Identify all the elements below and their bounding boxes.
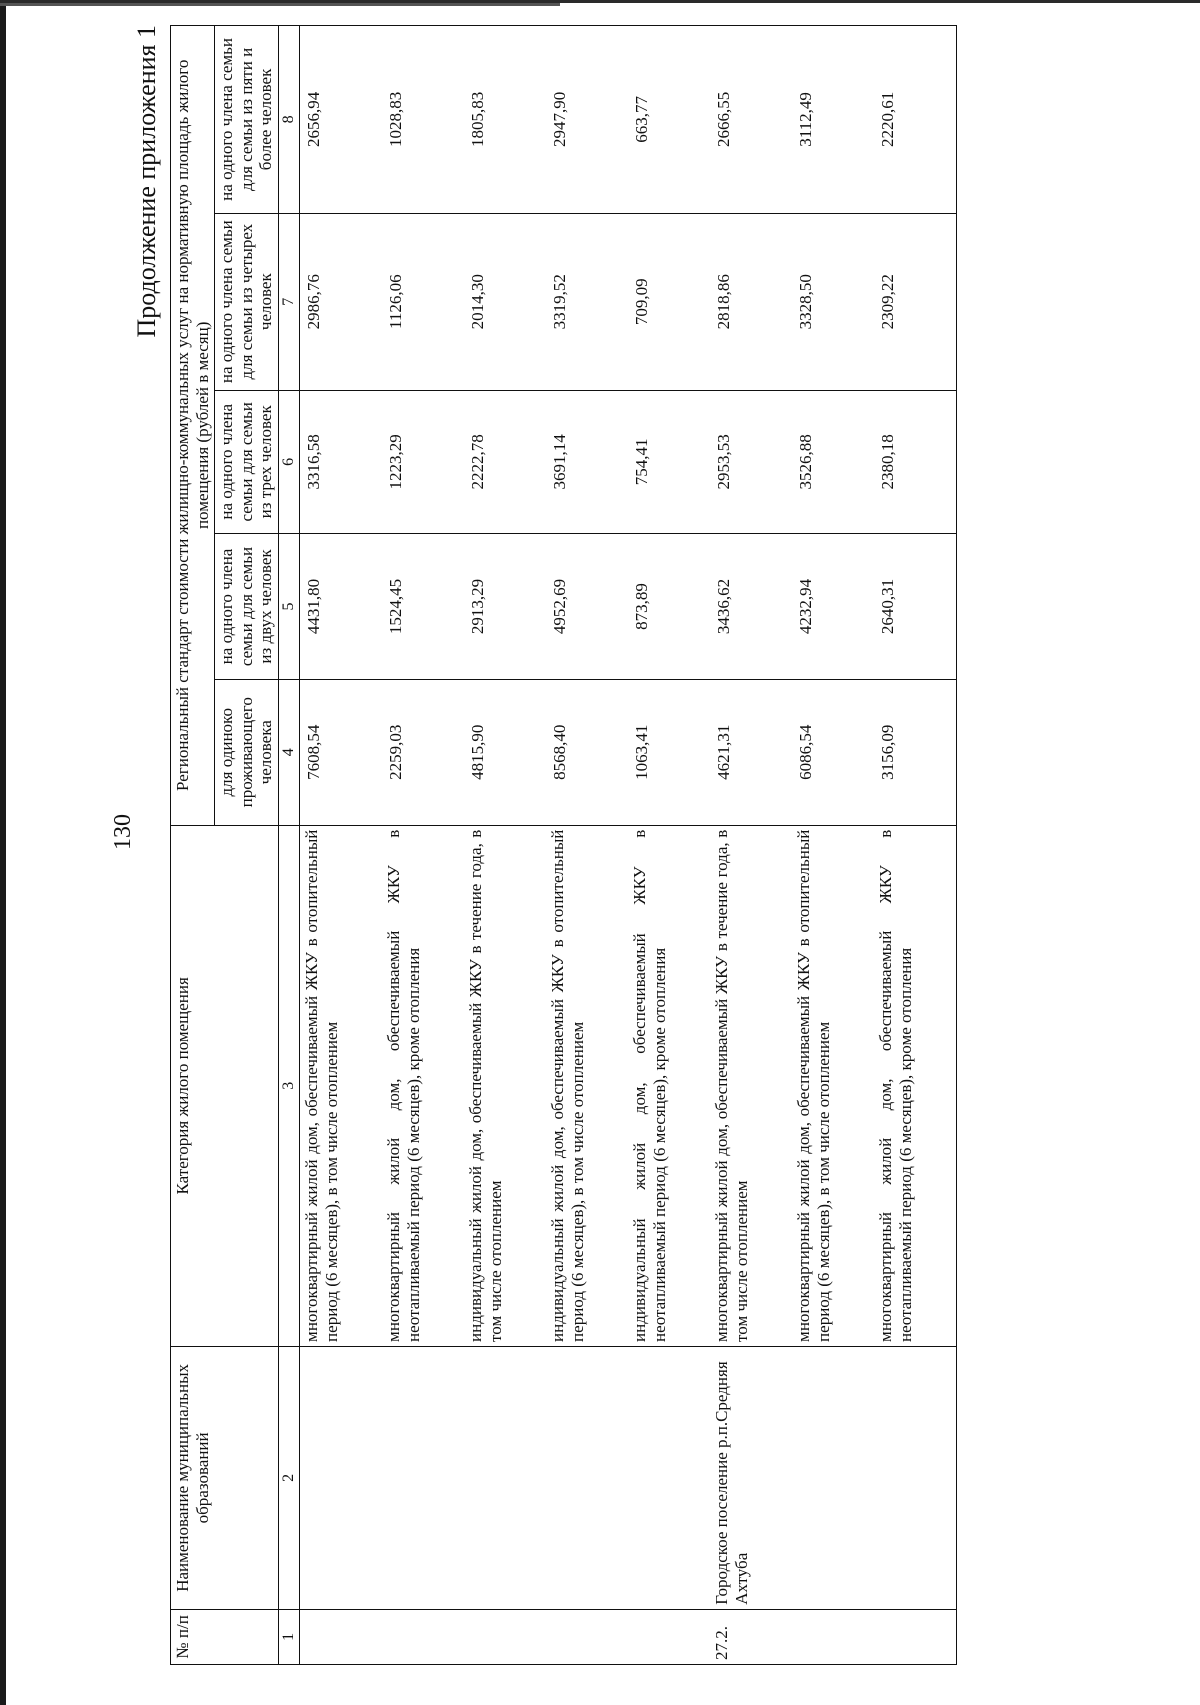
table-row bbox=[628, 26, 710, 1665]
row-value-col5: 1524,45 bbox=[382, 534, 464, 680]
table-row bbox=[300, 26, 383, 1665]
row-value-col7: 3319,52 bbox=[546, 213, 628, 390]
header-col8: на одного члена семьи для семьи из пяти и более человек bbox=[215, 26, 279, 214]
header-col7: на одного члена семьи для семьи из четырех человек bbox=[215, 213, 279, 390]
table-row bbox=[874, 26, 957, 1665]
row-category: многоквартирный жилой дом, обеспечиваемый ЖКУ в неотапливаемый период (6 месяцев), кроме отопления bbox=[382, 825, 464, 1346]
table-row bbox=[546, 26, 628, 1665]
row-name bbox=[792, 1346, 874, 1609]
row-value-col6: 3316,58 bbox=[300, 390, 383, 534]
row-value-col7: 709,09 bbox=[628, 213, 710, 390]
row-value-col7: 2309,22 bbox=[874, 213, 957, 390]
row-value-col5: 4952,69 bbox=[546, 534, 628, 680]
row-category: индивидуальный жилой дом, обеспечиваемый ЖКУ в отопительный период (6 месяцев), в том числе отоплением bbox=[546, 825, 628, 1346]
row-category: индивидуальный жилой дом, обеспечиваемый ЖКУ в неотапливаемый период (6 месяцев), кроме отопления bbox=[628, 825, 710, 1346]
row-num bbox=[874, 1609, 957, 1664]
header-row-1 bbox=[171, 26, 215, 1665]
table-body bbox=[171, 26, 957, 1665]
row-name bbox=[546, 1346, 628, 1609]
index-cell: 4 bbox=[278, 679, 299, 825]
row-value-col4: 8568,40 bbox=[546, 679, 628, 825]
row-num bbox=[628, 1609, 710, 1664]
index-cell: 3 bbox=[278, 825, 299, 1346]
row-value-col7: 3328,50 bbox=[792, 213, 874, 390]
index-cell: 2 bbox=[278, 1346, 299, 1609]
row-value-col7: 1126,06 bbox=[382, 213, 464, 390]
row-value-col6: 754,41 bbox=[628, 390, 710, 534]
row-num bbox=[300, 1609, 383, 1664]
row-name bbox=[382, 1346, 464, 1609]
index-cell: 7 bbox=[278, 213, 299, 390]
row-num bbox=[792, 1609, 874, 1664]
row-value-col8: 1805,83 bbox=[464, 26, 546, 214]
index-row bbox=[278, 26, 299, 1665]
row-value-col5: 2640,31 bbox=[874, 534, 957, 680]
row-value-col4: 3156,09 bbox=[874, 679, 957, 825]
row-value-col8: 2666,55 bbox=[710, 26, 792, 214]
row-value-col8: 1028,83 bbox=[382, 26, 464, 214]
row-value-col4: 4815,90 bbox=[464, 679, 546, 825]
row-value-col6: 2953,53 bbox=[710, 390, 792, 534]
page-number: 130 bbox=[110, 814, 136, 850]
row-value-col8: 2947,90 bbox=[546, 26, 628, 214]
row-value-col6: 1223,29 bbox=[382, 390, 464, 534]
row-value-col4: 2259,03 bbox=[382, 679, 464, 825]
index-cell: 6 bbox=[278, 390, 299, 534]
row-name bbox=[300, 1346, 383, 1609]
row-category: многоквартирный жилой дом, обеспечиваемый ЖКУ в течение года, в том числе отоплением bbox=[710, 825, 792, 1346]
row-value-col4: 1063,41 bbox=[628, 679, 710, 825]
row-value-col8: 3112,49 bbox=[792, 26, 874, 214]
row-value-col6: 2380,18 bbox=[874, 390, 957, 534]
table-row bbox=[382, 26, 464, 1665]
header-num: № п/п bbox=[171, 1609, 279, 1664]
row-num bbox=[382, 1609, 464, 1664]
row-category: многоквартирный жилой дом, обеспечиваемый ЖКУ в отопительный период (6 месяцев), в том числе отоплением bbox=[300, 825, 383, 1346]
row-category: индивидуальный жилой дом, обеспечиваемый ЖКУ в течение года, в том числе отоплением bbox=[464, 825, 546, 1346]
row-value-col4: 6086,54 bbox=[792, 679, 874, 825]
table-row bbox=[710, 26, 792, 1665]
row-name: Городское поселение р.п.Средняя Ахтуба bbox=[710, 1346, 792, 1609]
index-cell: 5 bbox=[278, 534, 299, 680]
header-name: Наименование муниципальных образований bbox=[171, 1346, 279, 1609]
continuation-label: Продолжение приложения 1 bbox=[132, 25, 161, 338]
row-value-col6: 2222,78 bbox=[464, 390, 546, 534]
row-value-col4: 7608,54 bbox=[300, 679, 383, 825]
standards-table bbox=[170, 25, 957, 1665]
header-col4: для одиноко проживающего человека bbox=[215, 679, 279, 825]
row-name bbox=[628, 1346, 710, 1609]
header-col6: на одного члена семьи для семьи из трех человек bbox=[215, 390, 279, 534]
row-value-col8: 2220,61 bbox=[874, 26, 957, 214]
row-value-col5: 2913,29 bbox=[464, 534, 546, 680]
row-value-col5: 3436,62 bbox=[710, 534, 792, 680]
header-category: Категория жилого помещения bbox=[171, 825, 279, 1346]
row-value-col6: 3691,14 bbox=[546, 390, 628, 534]
row-value-col8: 2656,94 bbox=[300, 26, 383, 214]
table-row bbox=[464, 26, 546, 1665]
row-category: многоквартирный жилой дом, обеспечиваемый ЖКУ в отопительный период (6 месяцев), в том числе отоплением bbox=[792, 825, 874, 1346]
row-value-col5: 4232,94 bbox=[792, 534, 874, 680]
table-row bbox=[792, 26, 874, 1665]
row-num: 27.2. bbox=[710, 1609, 792, 1664]
row-value-col7: 2014,30 bbox=[464, 213, 546, 390]
row-value-col7: 2986,76 bbox=[300, 213, 383, 390]
row-num bbox=[546, 1609, 628, 1664]
header-group: Региональный стандарт стоимости жилищно-коммунальных услуг на нормативную площадь жилого помещения (рублей в месяц) bbox=[171, 26, 215, 826]
row-name bbox=[464, 1346, 546, 1609]
row-value-col7: 2818,86 bbox=[710, 213, 792, 390]
row-name bbox=[874, 1346, 957, 1609]
index-cell: 8 bbox=[278, 26, 299, 214]
row-value-col5: 873,89 bbox=[628, 534, 710, 680]
header-col5: на одного члена семьи для семьи из двух человек bbox=[215, 534, 279, 680]
row-category: многоквартирный жилой дом, обеспечиваемый ЖКУ в неотапливаемый период (6 месяцев), кроме отопления bbox=[874, 825, 957, 1346]
row-value-col8: 663,77 bbox=[628, 26, 710, 214]
row-num bbox=[464, 1609, 546, 1664]
index-cell: 1 bbox=[278, 1609, 299, 1664]
row-value-col6: 3526,88 bbox=[792, 390, 874, 534]
row-value-col4: 4621,31 bbox=[710, 679, 792, 825]
row-value-col5: 4431,80 bbox=[300, 534, 383, 680]
